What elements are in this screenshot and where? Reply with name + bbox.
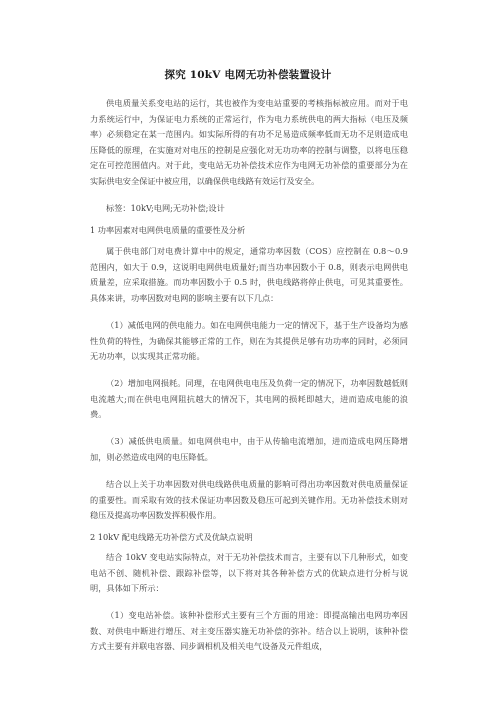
section-2-heading: 2 10kV 配电线路无功补偿方式及优缺点说明 [90,532,253,542]
keywords-line: 标签：10kV;电网;无功补偿;设计 [106,203,225,213]
section-2-paragraph: 结合 10kV 变电站实际特点，对于无功补偿技术而言，主要有以下几种形式，如变电站不创、随机补偿、跟踪补偿等，以下将对其各种补偿方式的优缺点进行分析与说明，具体如下所示： [90,552,408,594]
intro-paragraph: 供电质量关系变电站的运行，其也被作为变电站重要的考核指标被应用。而对于电力系统运行中，为保证电力系统的正常运行，作为电力系统供电的两大指标（电压及频率）必须稳定在某一范围内。如实际所得的有功不足易造成频率低而无功不足则造成电压降低的原理，在实施对对电压的控制是应强化对无功功率的控制与调整，以将电压稳定在可控范围值内。对于此，变电站无功补偿技术应作为电网无功补偿的重要部分为在实际供电安全保证中被应用，以确保供电线路有效运行及安全。 [90,98,408,186]
list-item-2: （2）增加电网损耗。同理，在电网供电电压及负荷一定的情况下，功率因数越低则电流越大;而在供电电网阻抗越大的情况下，其电网的损耗即越大，进而造成电能的浪费。 [90,378,408,420]
section-1-heading: 1 功率因素对电网供电质量的重要性及分析 [90,225,246,235]
list-item-1: （1）减低电网的供电能力。如在电网供电能力一定的情况下，基于生产设备均为感性负荷的特性，为确保其能够正常的工作，则在为其提供足够有功功率的同时，必须同无功功率，以实现其正常功能。 [90,320,408,362]
list-item-4: （1）变电站补偿。该种补偿形式主要有三个方面的用途：即提高输出电网功率因数、对供电中断进行增压、对主变压器实施无功补偿的弥补。结合以上说明，该种补偿方式主要有并联电容器、同步调相机及相关电气设备及元件组成， [90,610,408,652]
page-title: 探究 10kV 电网无功补偿装置设计 [164,69,332,81]
list-item-3: （3）减低供电质量。如电网供电中，由于从传输电流增加，进而造成电网压降增加，则必然造成电网的电压降低。 [90,436,408,462]
section-1-paragraph: 属于供电部门对电费计算中中的规定，通常功率因数（COS）应控制在 0.8～0.9 范围内，如大于 0.9，这说明电网供电质量好;而当功率因数小于 0.8，则表示电网供电质量差，应采取措施。而功率因数小于 0.5 时，供电线路将停止供电，可见其重要性。具体来讲，功率因数对电网的影响主要有以下几点： [90,246,408,303]
summary-paragraph: 结合以上关于功率因数对供电线路供电质量的影响可得出功率因数对供电质量保证的重要性。而采取有效的技术保证功率因数及稳压可起到关键作用。无功补偿技术则对稳压及提高功率因数发挥积极作用。 [90,479,408,521]
